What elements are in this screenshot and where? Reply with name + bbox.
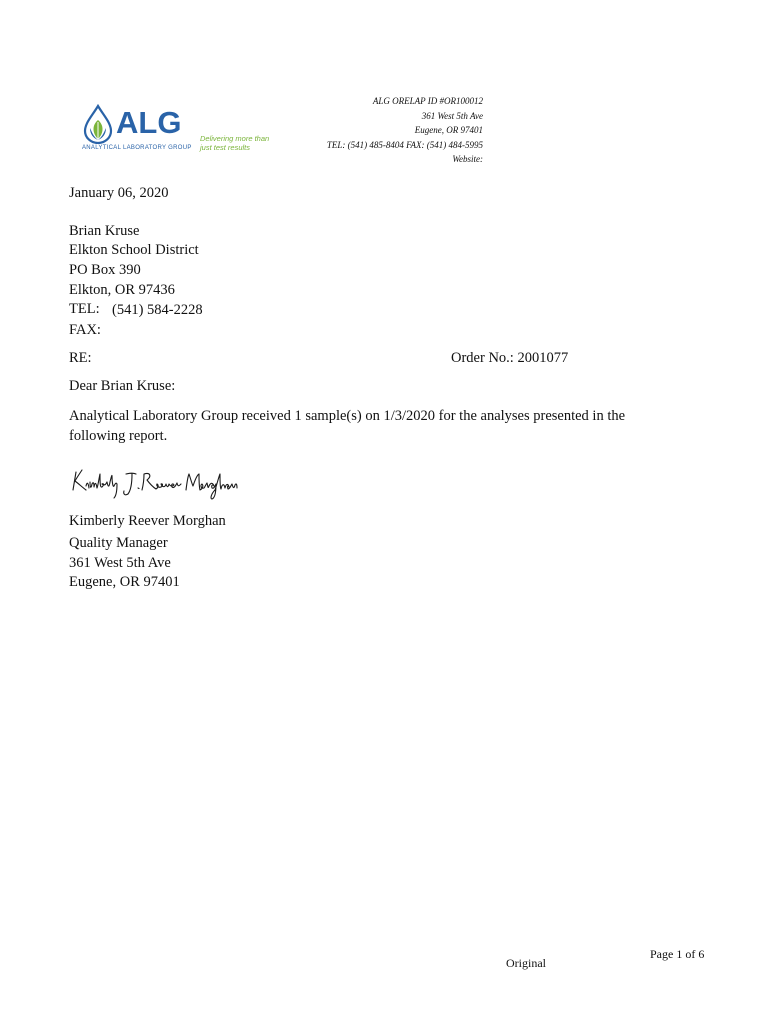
recipient-name: Brian Kruse	[69, 223, 140, 239]
salutation: Dear Brian Kruse:	[69, 378, 176, 394]
letterhead-address-line2: Eugene, OR 97401	[414, 125, 483, 135]
signatory-address-line1: 361 West 5th Ave	[69, 555, 171, 571]
orelap-id: ALG ORELAP ID #OR100012	[372, 96, 483, 106]
water-drop-leaf-icon	[82, 104, 114, 144]
signatory-address-line2: Eugene, OR 97401	[69, 574, 180, 590]
signatory-title: Quality Manager	[69, 535, 168, 551]
order-label: Order No.:	[451, 350, 514, 366]
recipient-fax-label: FAX:	[69, 322, 101, 338]
signature-image	[68, 462, 238, 502]
alg-logo	[82, 100, 282, 160]
recipient-city-state-zip: Elkton, OR 97436	[69, 282, 175, 298]
logo-letters: ALG	[116, 105, 182, 140]
order-number-line	[451, 349, 568, 369]
page-number: Page 1 of 6	[650, 947, 705, 961]
re-label: RE:	[69, 350, 92, 366]
letter-date: January 06, 2020	[69, 185, 169, 201]
signatory-name: Kimberly Reever Morghan	[69, 513, 226, 529]
recipient-tel-value: (541) 584-2228	[112, 302, 203, 318]
letterhead-info	[327, 94, 483, 167]
recipient-tel-label: TEL:	[69, 301, 100, 317]
letterhead-phone-fax: TEL: (541) 485-8404 FAX: (541) 484-5995	[326, 139, 483, 150]
letterhead-website-label: Website:	[452, 154, 483, 164]
logo-tagline: Delivering more than just test results	[200, 134, 270, 152]
signature	[68, 462, 238, 502]
body-line2: following report.	[69, 428, 168, 444]
original-label: Original	[506, 956, 546, 970]
recipient-organization: Elkton School District	[69, 242, 199, 258]
order-number: 2001077	[517, 350, 569, 366]
letterhead-address-line1: 361 West 5th Ave	[421, 110, 483, 121]
recipient-po-box: PO Box 390	[69, 262, 141, 278]
logo-subtitle: ANALYTICAL LABORATORY GROUP	[82, 145, 192, 151]
body-line1: Analytical Laboratory Group received 1 sample(s) on 1/3/2020 for the analyses presented in the	[69, 408, 626, 424]
